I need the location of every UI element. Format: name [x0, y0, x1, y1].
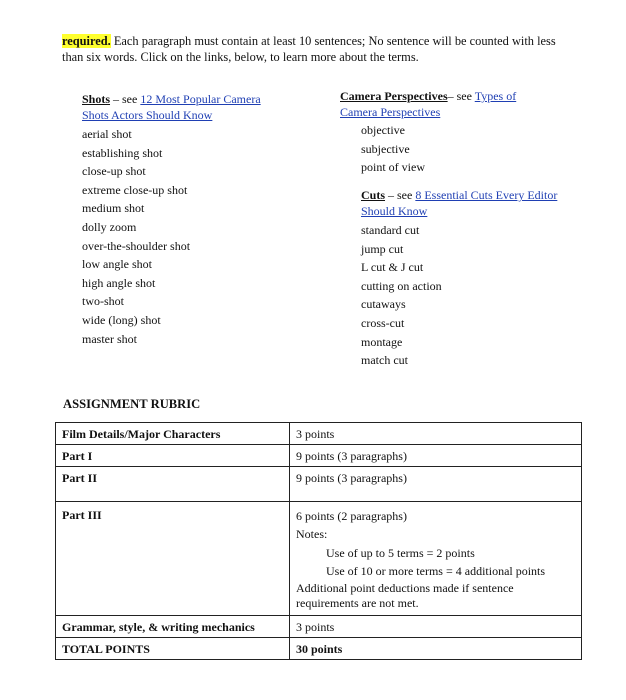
list-item: L cut & J cut: [361, 260, 424, 275]
deduction-line: Additional point deductions made if sentence: [296, 580, 514, 595]
cuts-column: [361, 187, 557, 370]
rubric-points: 9 points (3 paragraphs): [290, 445, 582, 467]
perspectives-column: [340, 88, 516, 177]
rubric-table: [55, 422, 582, 660]
perspectives-see: – see: [447, 89, 475, 103]
note-item: Use of 10 or more terms = 4 additional points: [326, 564, 546, 579]
rubric-points: 6 points (2 paragraphs): [296, 509, 407, 523]
list-item: standard cut: [361, 223, 420, 237]
table-row: [56, 615, 582, 637]
list-item: high angle shot: [82, 275, 156, 290]
rubric-label: Part I: [56, 445, 290, 467]
cuts-see: – see: [385, 188, 416, 202]
rubric-points: 9 points (3 paragraphs): [290, 467, 582, 502]
intro-line-2: than six words. Click on the links, below, to learn more about the terms.: [62, 50, 419, 64]
list-item: wide (long) shot: [82, 312, 161, 327]
list-item: cross-cut: [361, 315, 405, 330]
perspectives-term: Camera Perspectives: [340, 89, 448, 103]
shots-term: Shots: [82, 92, 111, 106]
note-item: Use of up to 5 terms = 2 points: [326, 545, 475, 560]
shots-link-cont[interactable]: Shots Actors Should Know: [82, 108, 213, 122]
cuts-heading: [361, 187, 557, 203]
table-row: [56, 637, 582, 659]
list-item: aerial shot: [82, 127, 132, 141]
perspectives-link-cont[interactable]: Camera Perspectives: [340, 105, 441, 119]
list-item: subjective: [361, 141, 410, 156]
rubric-points: 3 points: [290, 615, 582, 637]
notes-label: Notes:: [296, 527, 328, 542]
cuts-link-cont[interactable]: Should Know: [361, 204, 428, 218]
list-item: objective: [361, 123, 405, 137]
rubric-label: Part III: [56, 502, 290, 616]
table-row: [56, 502, 582, 616]
list-item: jump cut: [361, 241, 404, 256]
perspectives-link[interactable]: Types of: [474, 89, 517, 103]
list-item: match cut: [361, 353, 408, 368]
list-item: establishing shot: [82, 145, 163, 160]
rubric-label: Grammar, style, & writing mechanics: [56, 615, 290, 637]
shots-see: – see: [110, 92, 141, 106]
deduction-line-cont: requirements are not met.: [296, 596, 419, 611]
rubric-points-total: 30 points: [290, 637, 582, 659]
intro-paragraph: [62, 33, 592, 65]
intro-line-1: Each paragraph must contain at least 10 sentences; No sentence will be counted with less: [110, 34, 556, 48]
shots-link[interactable]: 12 Most Popular Camera: [140, 92, 261, 106]
list-item: dolly zoom: [82, 219, 137, 234]
list-item: montage: [361, 334, 403, 349]
rubric-points-cell: [290, 502, 582, 616]
table-row: [56, 467, 582, 502]
table-row: [56, 423, 582, 445]
rubric-label: TOTAL POINTS: [56, 637, 290, 659]
cuts-link[interactable]: 8 Essential Cuts Every Editor: [415, 188, 558, 202]
list-item: low angle shot: [82, 257, 152, 272]
list-item: over-the-shoulder shot: [82, 238, 191, 253]
rubric-points: 3 points: [290, 423, 582, 445]
perspectives-heading: [340, 88, 516, 104]
list-item: two-shot: [82, 294, 124, 309]
list-item: close-up shot: [82, 164, 146, 179]
list-item: medium shot: [82, 201, 145, 216]
list-item: point of view: [361, 160, 425, 175]
rubric-label: Film Details/Major Characters: [56, 423, 290, 445]
table-row: [56, 445, 582, 467]
required-highlight: required.: [62, 34, 111, 48]
rubric-label: Part II: [56, 467, 290, 502]
shots-heading: [82, 91, 261, 107]
list-item: master shot: [82, 331, 137, 346]
list-item: cutaways: [361, 297, 406, 312]
rubric-title: ASSIGNMENT RUBRIC: [63, 397, 201, 411]
list-item: extreme close-up shot: [82, 182, 188, 197]
shots-column: [82, 91, 261, 348]
list-item: cutting on action: [361, 278, 442, 293]
cuts-term: Cuts: [361, 188, 386, 202]
